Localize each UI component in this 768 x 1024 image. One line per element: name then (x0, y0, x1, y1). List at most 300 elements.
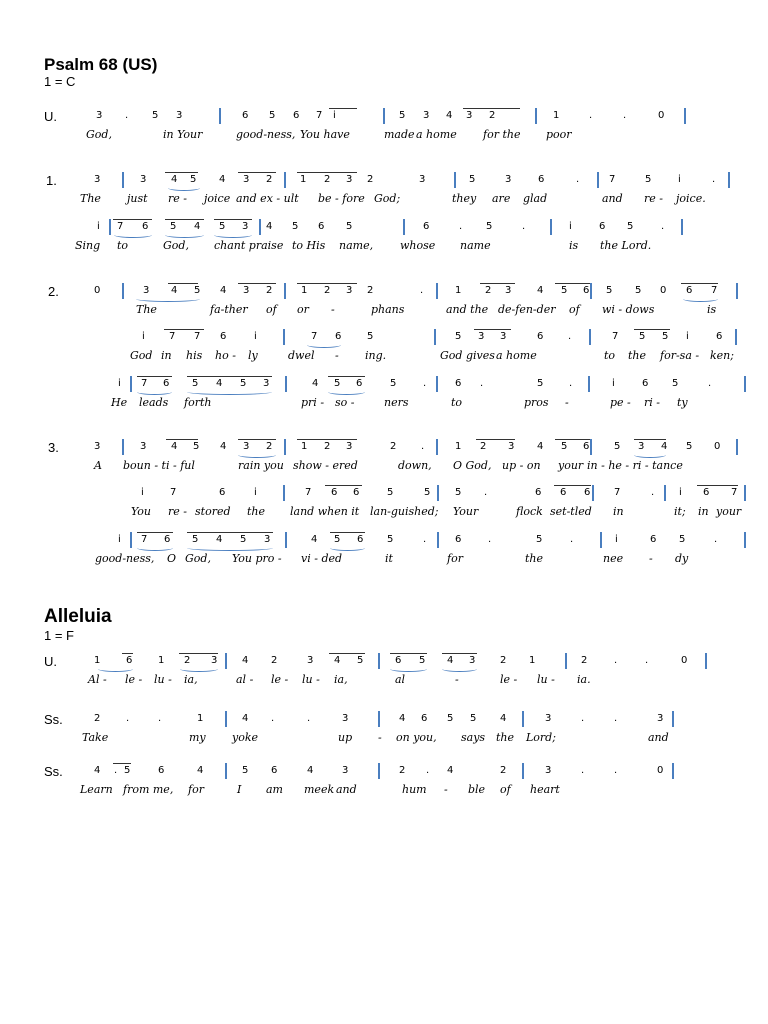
lyric: God; (374, 192, 401, 205)
lyric: of (266, 303, 277, 316)
note: 3 (545, 713, 552, 724)
note: i (686, 331, 689, 342)
note: 5 (334, 534, 341, 545)
note: 3 (242, 221, 249, 232)
lyric: al - (236, 673, 254, 686)
lyric: hum (402, 783, 427, 796)
note: i (97, 221, 100, 232)
beam-overline (122, 653, 133, 654)
note: 6 (220, 331, 227, 342)
lyric: Lord; (526, 731, 556, 744)
note: 4 (537, 285, 544, 296)
bar-line (728, 172, 730, 188)
beam-overline (297, 283, 357, 284)
beam-overline (463, 108, 520, 109)
note: 6 (142, 221, 149, 232)
note: 3 (478, 331, 485, 342)
note: 5 (219, 221, 226, 232)
bar-line (285, 376, 287, 392)
note: 1 (455, 285, 462, 296)
note: 6 (455, 378, 462, 389)
alleluia-title: Alleluia (44, 606, 112, 627)
lyric: - (565, 396, 569, 409)
note: 5 (645, 174, 652, 185)
beam-overline (165, 172, 198, 173)
lyric: of (569, 303, 580, 316)
note: 5 (190, 174, 197, 185)
note: 5 (561, 441, 568, 452)
lyric: O God, (453, 459, 492, 472)
lyric: of (500, 783, 511, 796)
note: . (708, 378, 712, 389)
lyric: phans (371, 303, 405, 316)
lyric: good-ness, (95, 552, 155, 565)
note: 2 (399, 765, 406, 776)
bar-line (122, 172, 124, 188)
note: 6 (686, 285, 693, 296)
note: 7 (731, 487, 738, 498)
bar-line (744, 376, 746, 392)
beam-overline (238, 172, 276, 173)
note: 5 (399, 110, 406, 121)
note: 2 (367, 174, 374, 185)
lyric: to (117, 239, 129, 252)
note: 5 (672, 378, 679, 389)
note: 6 (599, 221, 606, 232)
bar-line (383, 108, 385, 124)
bar-line (437, 485, 439, 501)
note: 1 (553, 110, 560, 121)
note: . (569, 378, 573, 389)
lyric: and (648, 731, 669, 744)
lyric: in (161, 349, 172, 362)
beam-overline (238, 283, 276, 284)
note: 4 (216, 378, 223, 389)
lyric: pri - (301, 396, 325, 409)
note: 3 (638, 441, 645, 452)
note: 3 (505, 174, 512, 185)
slur (442, 666, 477, 672)
lyric: on you, (396, 731, 437, 744)
note: 1 (197, 713, 204, 724)
note: 5 (639, 331, 646, 342)
beam-overline (555, 439, 590, 440)
note: 4 (194, 221, 201, 232)
slur (137, 545, 173, 551)
lyric: dy (675, 552, 689, 565)
lyric: ing. (365, 349, 387, 362)
lyric: God (130, 349, 153, 362)
note: 4 (447, 655, 454, 666)
lyric: to (451, 396, 463, 409)
note: 1 (301, 441, 308, 452)
beam-overline (554, 485, 591, 486)
lyric: in - he - ri - tance (587, 459, 683, 472)
note: 6 (219, 487, 226, 498)
note: . (488, 534, 492, 545)
note: 5 (614, 441, 621, 452)
beam-overline (634, 439, 666, 440)
beam-overline (297, 172, 357, 173)
lyric: Al - (88, 673, 107, 686)
note: 7 (170, 487, 177, 498)
lyric: He (111, 396, 128, 409)
note: 6 (242, 110, 249, 121)
lyric: forth (184, 396, 212, 409)
note: 2 (367, 285, 374, 296)
lyric: ia, (184, 673, 198, 686)
note: 2 (271, 655, 278, 666)
note: 6 (583, 285, 590, 296)
note: i (333, 110, 336, 121)
note: 6 (158, 765, 165, 776)
bar-line (590, 283, 592, 299)
lyric: to His (292, 239, 326, 252)
note: 0 (714, 441, 721, 452)
lyric: my (189, 731, 206, 744)
lyric: and (602, 192, 623, 205)
note: 3 (346, 174, 353, 185)
note: 5 (606, 285, 613, 296)
bar-line (744, 485, 746, 501)
bar-line (378, 763, 380, 779)
note: 2 (390, 441, 397, 452)
note: 5 (240, 378, 247, 389)
note: . (423, 378, 427, 389)
note: 6 (353, 487, 360, 498)
lyric: ri - (644, 396, 660, 409)
note: 6 (395, 655, 402, 666)
lyric: good-ness, (236, 128, 296, 141)
note: 2 (266, 441, 273, 452)
note: 7 (141, 378, 148, 389)
slur (180, 666, 218, 672)
note: 5 (419, 655, 426, 666)
note: 5 (447, 713, 454, 724)
note: 3 (94, 441, 101, 452)
beam-overline (187, 532, 273, 533)
note: 4 (171, 441, 178, 452)
note: 6 (164, 534, 171, 545)
note: . (125, 110, 129, 121)
lyric: is (569, 239, 579, 252)
note: 4 (266, 221, 273, 232)
bar-line (283, 485, 285, 501)
lyric: and (336, 783, 357, 796)
bar-line (130, 376, 132, 392)
slur (330, 545, 365, 551)
note: 6 (538, 174, 545, 185)
lyric: the Lord. (600, 239, 652, 252)
note: 4 (312, 378, 319, 389)
note: 5 (635, 285, 642, 296)
lyric: O (167, 552, 177, 565)
lyric: it (385, 552, 393, 565)
note: 2 (581, 655, 588, 666)
note: 6 (293, 110, 300, 121)
bar-line (589, 329, 591, 345)
note: 5 (662, 331, 669, 342)
note: 3 (508, 441, 515, 452)
note: 3 (505, 285, 512, 296)
note: 5 (469, 174, 476, 185)
lyric: re - (644, 192, 663, 205)
bar-line (736, 439, 738, 455)
note: 2 (266, 285, 273, 296)
note: 5 (561, 285, 568, 296)
bar-line (225, 653, 227, 669)
note: 4 (219, 174, 226, 185)
note: 5 (292, 221, 299, 232)
note: i (254, 487, 257, 498)
lyric: wi - dows (602, 303, 655, 316)
lyric: re - (168, 505, 187, 518)
note: 6 (271, 765, 278, 776)
beam-overline (137, 532, 173, 533)
bar-line (736, 283, 738, 299)
note: i (612, 378, 615, 389)
lyric: pe - (610, 396, 631, 409)
lyric: down, (398, 459, 432, 472)
note: 5 (537, 378, 544, 389)
note: 6 (421, 713, 428, 724)
note: i (254, 331, 257, 342)
note: 5 (470, 713, 477, 724)
bar-line (672, 711, 674, 727)
note: 4 (94, 765, 101, 776)
note: 3 (423, 110, 430, 121)
lyric: and the (446, 303, 489, 316)
beam-overline (634, 329, 670, 330)
note: 5 (536, 534, 543, 545)
note: 3 (346, 441, 353, 452)
slur (165, 232, 204, 238)
note: 6 (584, 487, 591, 498)
note: 6 (537, 331, 544, 342)
note: . (420, 285, 424, 296)
beam-overline (137, 376, 172, 377)
lyric: lu - (154, 673, 172, 686)
bar-line (434, 329, 436, 345)
beam-overline (168, 283, 198, 284)
note: 5 (486, 221, 493, 232)
beam-overline (330, 532, 365, 533)
note: 6 (703, 487, 710, 498)
slur (168, 185, 200, 191)
note: 3 (176, 110, 183, 121)
note: 3 (342, 713, 349, 724)
verse-label: 1. (46, 173, 57, 188)
lyric: or (297, 303, 309, 316)
note: . (423, 534, 427, 545)
note: i (118, 534, 121, 545)
bar-line (565, 653, 567, 669)
lyric: poor (546, 128, 572, 141)
lyric: vi - ded (301, 552, 343, 565)
note: 4 (334, 655, 341, 666)
bar-line (535, 108, 537, 124)
lyric: in Your (163, 128, 203, 141)
bar-line (592, 485, 594, 501)
lyric: up - on (502, 459, 541, 472)
beam-overline (187, 376, 272, 377)
note: 7 (711, 285, 718, 296)
slur (187, 545, 273, 551)
note: 3 (96, 110, 103, 121)
beam-overline (476, 439, 515, 440)
lyric: for the (483, 128, 521, 141)
lyric: al (395, 673, 406, 686)
note: 3 (264, 534, 271, 545)
note: 7 (614, 487, 621, 498)
note: 5 (627, 221, 634, 232)
note: . (522, 221, 526, 232)
note: 4 (242, 655, 249, 666)
note: 5 (124, 765, 131, 776)
note: 3 (657, 713, 664, 724)
note: 5 (424, 487, 431, 498)
note: 7 (316, 110, 323, 121)
bar-line (122, 283, 124, 299)
note: 2 (485, 285, 492, 296)
beam-overline (113, 219, 152, 220)
note: . (614, 765, 618, 776)
note: 2 (324, 285, 331, 296)
note: . (661, 221, 665, 232)
note: . (459, 221, 463, 232)
note: i (679, 487, 682, 498)
note: . (589, 110, 593, 121)
note: . (623, 110, 627, 121)
beam-overline (442, 653, 477, 654)
lyric: rain you (238, 459, 284, 472)
lyric: leads (139, 396, 169, 409)
note: 5 (192, 378, 199, 389)
note: . (426, 765, 430, 776)
note: 5 (367, 331, 374, 342)
lyric: and ex - ult (236, 192, 299, 205)
lyric: The (136, 303, 157, 316)
psalm-title: Psalm 68 (US) (44, 55, 158, 74)
slur (214, 232, 252, 238)
note: 5 (240, 534, 247, 545)
lyric: ia, (334, 673, 348, 686)
note: 4 (446, 110, 453, 121)
bar-line (284, 283, 286, 299)
beam-overline (697, 485, 738, 486)
slur (683, 296, 718, 302)
lyric: le - (125, 673, 143, 686)
lyric: flock (516, 505, 543, 518)
lyric: - (455, 673, 459, 686)
lyric: God, (86, 128, 112, 141)
slur (187, 389, 272, 395)
lyric: land when it (290, 505, 360, 518)
bar-line (284, 172, 286, 188)
lyric: Learn (80, 783, 113, 796)
bar-line (259, 219, 261, 235)
beam-overline (164, 329, 204, 330)
beam-overline (480, 283, 515, 284)
note: . (581, 765, 585, 776)
note: 3 (346, 285, 353, 296)
note: i (142, 331, 145, 342)
note: 6 (356, 378, 363, 389)
note: . (484, 487, 488, 498)
beam-overline (165, 219, 204, 220)
lyric: stored (195, 505, 231, 518)
note: 1 (94, 655, 101, 666)
note: 2 (266, 174, 273, 185)
slur (114, 232, 152, 238)
slur (307, 342, 341, 348)
note: 2 (94, 713, 101, 724)
lyric: A (94, 459, 102, 472)
bar-line (285, 532, 287, 548)
note: 6 (335, 331, 342, 342)
note: 7 (169, 331, 176, 342)
note: 2 (480, 441, 487, 452)
lyric: in (613, 505, 624, 518)
note: 5 (192, 534, 199, 545)
beam-overline (390, 653, 427, 654)
bar-line (550, 219, 552, 235)
note: 3 (419, 174, 426, 185)
bar-line (681, 219, 683, 235)
verse-label: 2. (48, 284, 59, 299)
note: 3 (143, 285, 150, 296)
lyric: Take (82, 731, 109, 744)
note: 0 (658, 110, 665, 121)
note: 4 (447, 765, 454, 776)
note: 7 (117, 221, 124, 232)
note: 7 (609, 174, 616, 185)
note: 5 (357, 655, 364, 666)
alleluia-key: 1 = F (44, 628, 74, 643)
bar-line (436, 376, 438, 392)
note: i (678, 174, 681, 185)
lyric: whose (400, 239, 436, 252)
note: 2 (489, 110, 496, 121)
lyric: ho - (215, 349, 236, 362)
lyric: name (460, 239, 491, 252)
lyric: joice (204, 192, 231, 205)
lyric: made (384, 128, 415, 141)
note: 1 (158, 655, 165, 666)
lyric: your (558, 459, 584, 472)
lyric: Your (453, 505, 479, 518)
note: 3 (263, 378, 270, 389)
lyric: says (461, 731, 486, 744)
note: 3 (94, 174, 101, 185)
note: 6 (126, 655, 133, 666)
lyric: be - fore (318, 192, 365, 205)
beam-overline (474, 329, 511, 330)
note: 5 (390, 378, 397, 389)
note: 6 (642, 378, 649, 389)
lyric: fa-ther (210, 303, 248, 316)
note: 3 (545, 765, 552, 776)
bar-line (522, 711, 524, 727)
note: 4 (661, 441, 668, 452)
beam-overline (113, 763, 131, 764)
bar-line (522, 763, 524, 779)
note: 2 (184, 655, 191, 666)
lyric: the (247, 505, 266, 518)
note: 5 (686, 441, 693, 452)
note: 4 (220, 441, 227, 452)
note: 5 (346, 221, 353, 232)
